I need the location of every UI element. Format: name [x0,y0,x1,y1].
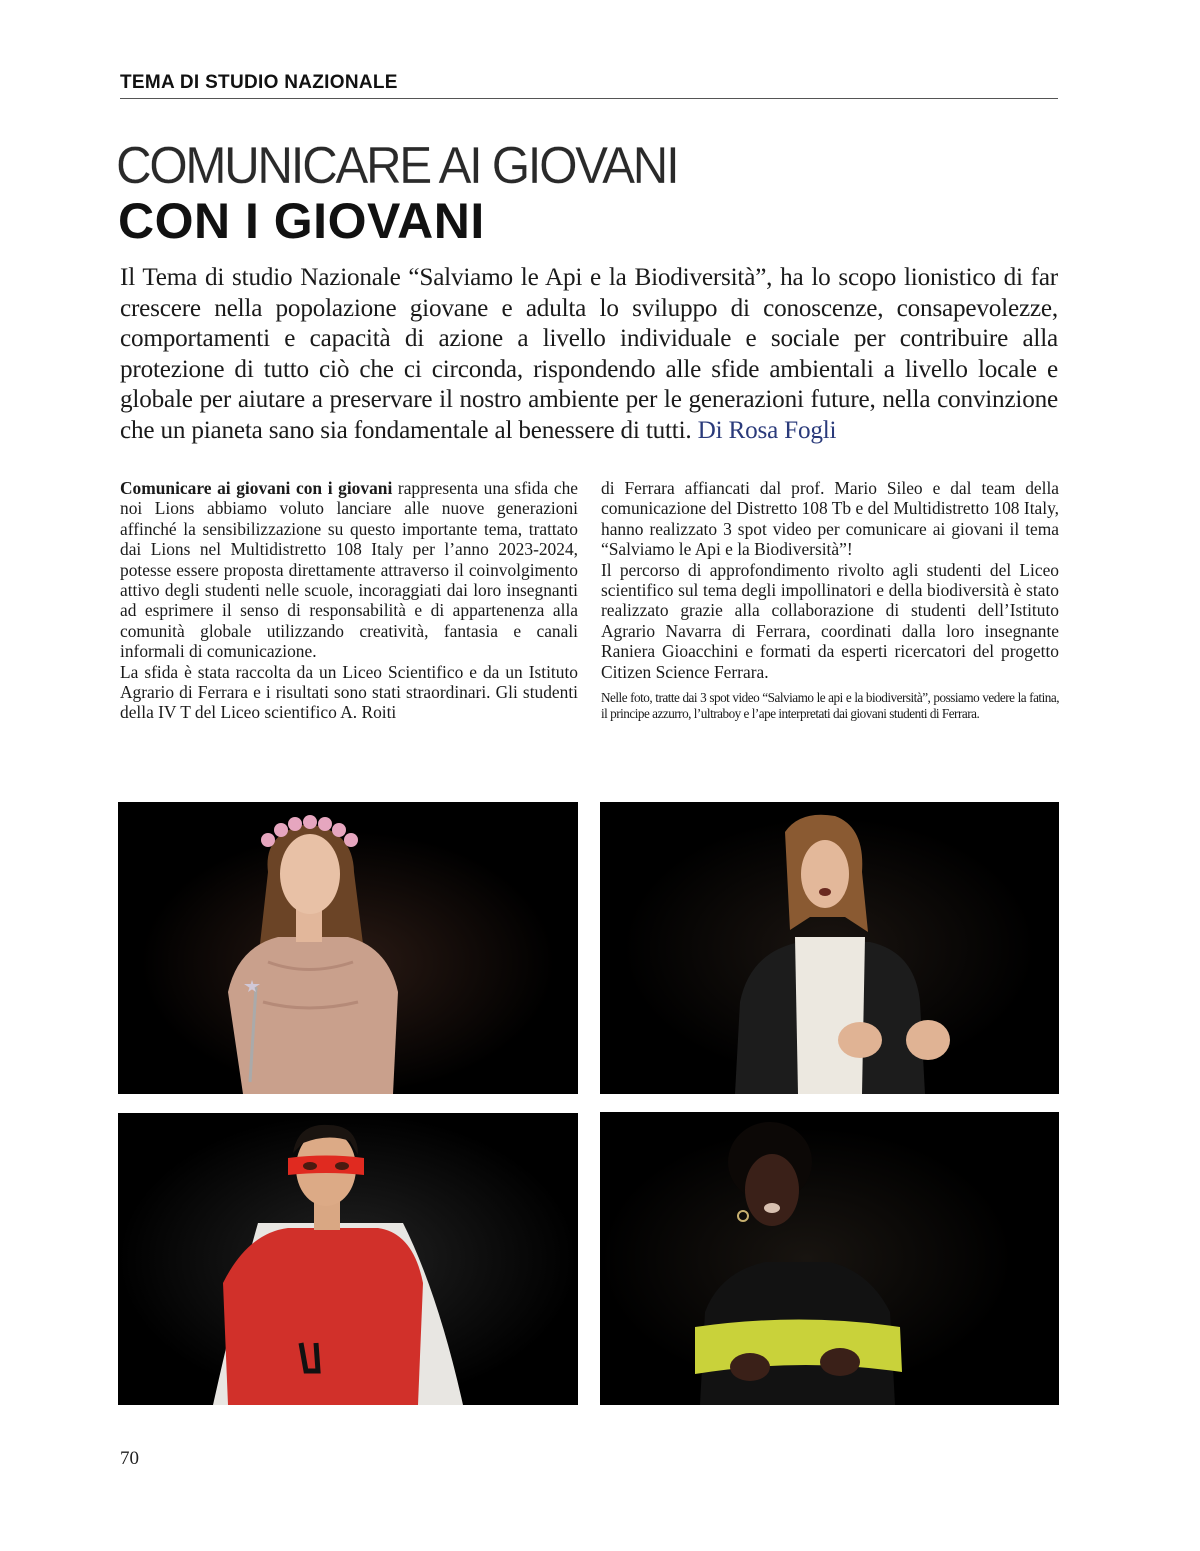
paragraph-text: rappresenta una sfida che noi Lions abbiamo voluto lanciare alle nuove generazioni affinché la sensibilizzazione su questo importante tema, trattato dai Lions nel Multidistretto 108 Italy per l’anno 2023-2024, potesse essere proposta direttamente attraverso il coinvolgimento attivo degli studenti nelle scuole, incoraggiati dai loro insegnanti ad esprimere il senso di responsabilità e di appartenenza alla comunità globale utilizzando creatività, fantasia e canali informali di comunicazione. [120,478,578,662]
section-divider [120,98,1058,99]
body-column-right [601,478,1059,722]
lead-in: Comunicare ai giovani con i giovani [120,478,393,498]
photo-bee [600,1112,1059,1405]
body-paragraph [120,478,578,662]
body-column-left [120,478,578,723]
body-paragraph: di Ferrara affiancati dal prof. Mario Sileo e dal team della comunicazione del Distretto 108 Tb e del Multidistretto 108 Italy, hanno realizzato 3 spot video per comunicare ai giovani il tema “Salviamo le Api e la Biodiversità”! [601,478,1059,560]
photo-caption: Nelle foto, tratte dai 3 spot video “Salviamo le api e la biodiversità”, possiamo vedere la fatina, il principe azzurro, l’ultraboy e l’ape interpretati dai giovani studenti di Ferrara. [601,690,1059,722]
body-paragraph: Il percorso di approfondimento rivolto agli studenti del Liceo scientifico sul tema degli impollinatori e della biodiversità è stato realizzato grazie alla collaborazione di studenti dell’Istituto Agrario Navarra di Ferrara, coordinati dalla loro insegnante Raniera Gioacchini e formati da esperti ricercatori del progetto Citizen Science Ferrara. [601,559,1059,682]
article-lede [120,263,1058,447]
photo-ultraboy [118,1113,578,1405]
body-paragraph: La sfida è stata raccolta da un Liceo Scientifico e da un Istituto Agrario di Ferrara e i risultati sono stati straordinari. Gli studenti della IV T del Liceo scientifico A. Roiti [120,661,578,723]
page-number: 70 [120,1448,139,1469]
photo-prince [600,802,1059,1094]
article-title-line2: CON I GIOVANI [118,193,485,249]
photo-fairy [118,802,578,1094]
lede-text: Il Tema di studio Nazionale “Salviamo le Api e la Biodiversità”, ha lo scopo lionistico di far crescere nella popolazione giovane e adulta lo sviluppo di conoscenze, consapevolezze, comportamenti e capacità di azione a livello individuale e sociale per contribuire alla protezione di tutto ciò che ci circonda, rispondendo alle sfide ambientali a livello locale e globale per aiutare a preservare il nostro ambiente per le generazioni future, nella convinzione che un pianeta sano sia fondamentale al benessere di tutti. [120,264,1058,444]
byline: Di Rosa Fogli [697,416,837,444]
article-title-line1: COMUNICARE AI GIOVANI [116,137,678,195]
section-label: TEMA DI STUDIO NAZIONALE [120,72,398,93]
